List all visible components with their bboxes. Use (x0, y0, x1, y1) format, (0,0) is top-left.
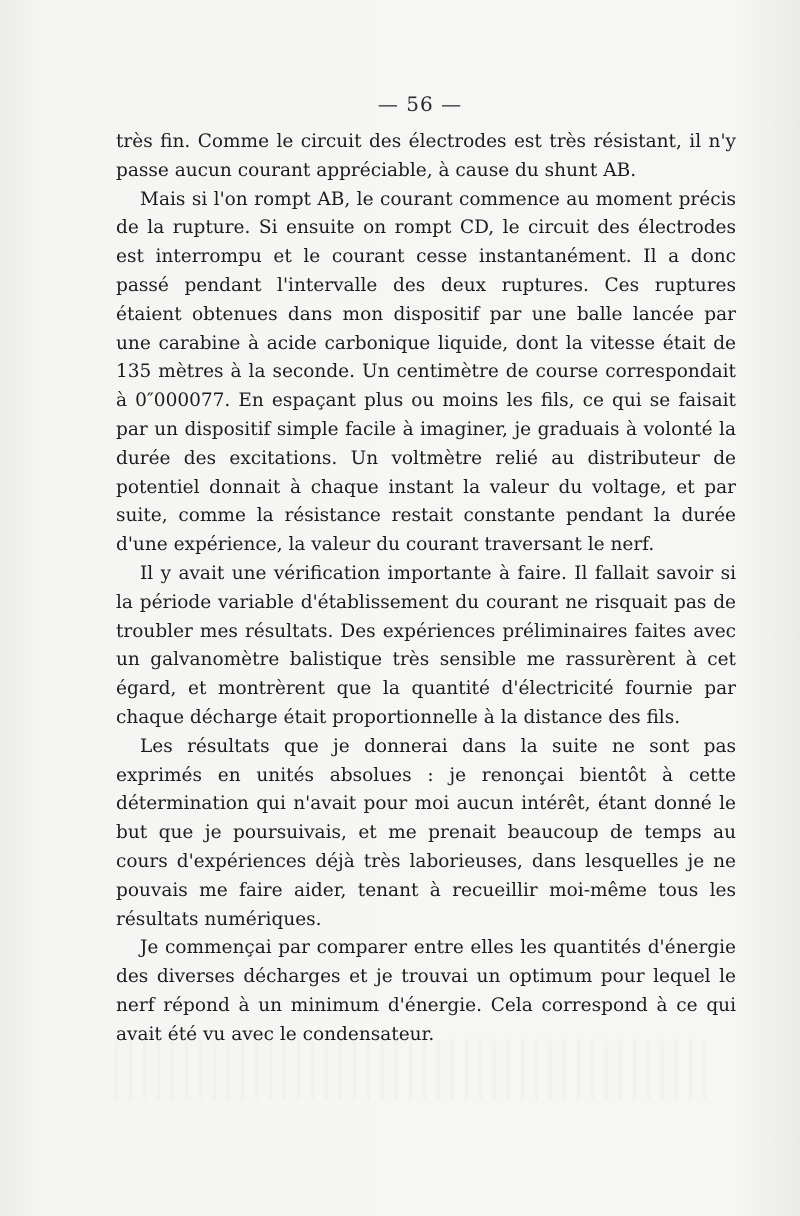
paragraph-2: Mais si l'on rompt AB, le courant commence au moment précis de la rupture. Si ensuite on rompt CD, le circuit des électrodes est interrompu et le courant cesse instantanément. Il a donc passé pendant l'intervalle des deux ruptures. Ces ruptures étaient obtenues dans mon dispositif par une balle lancée par une carabine à acide carbonique liquide, dont la vitesse était de 135 mètres à la seconde. Un centimètre de course correspondait à 0″000077. En espaçant plus ou moins les fils, ce qui se faisait par un dispositif simple facile à imaginer, je graduais à volonté la durée des excitations. Un voltmètre relié au distributeur de potentiel donnait à chaque instant la valeur du voltage, et par suite, comme la résistance restait constante pendant la durée d'une expérience, la valeur du courant traversant le nerf. (116, 188, 736, 556)
paragraph-5: Je commençai par comparer entre elles les quantités d'énergie des diverses décharges et je trouvai un optimum pour lequel le nerf répond à un minimum d'énergie. Cela correspond à ce qui avait été vu avec le condensateur. (116, 937, 736, 1045)
paragraph-1: très fin. Comme le circuit des électrodes est très résistant, il n'y passe aucun courant appréciable, à cause du shunt AB. (116, 131, 736, 181)
page-number: — 56 — (377, 92, 463, 116)
paragraph-4: Les résultats que je donnerai dans la suite ne sont pas exprimés en unités absolues : je renonçai bientôt à cette détermination qui n'avait pour moi aucun intérêt, étant donné le but que je poursuivais, et me prenait beaucoup de temps au cours d'expériences déjà très laborieuses, dans lesquelles je ne pouvais me faire aider, tenant à recueillir moi-même tous les résultats numériques. (116, 735, 736, 930)
paragraph-3: Il y avait une vérification importante à faire. Il fallait savoir si la période variable d'établissement du courant ne risquait pas de troubler mes résultats. Des expériences préliminaires faites avec un galvanomètre balistique très sensible me rassurèrent à cet égard, et montrèrent que la quantité d'électricité fournie par chaque décharge était proportionnelle à la distance des fils. (116, 562, 736, 728)
bleed-through-texture (110, 1040, 710, 1100)
body-text (116, 128, 736, 1050)
